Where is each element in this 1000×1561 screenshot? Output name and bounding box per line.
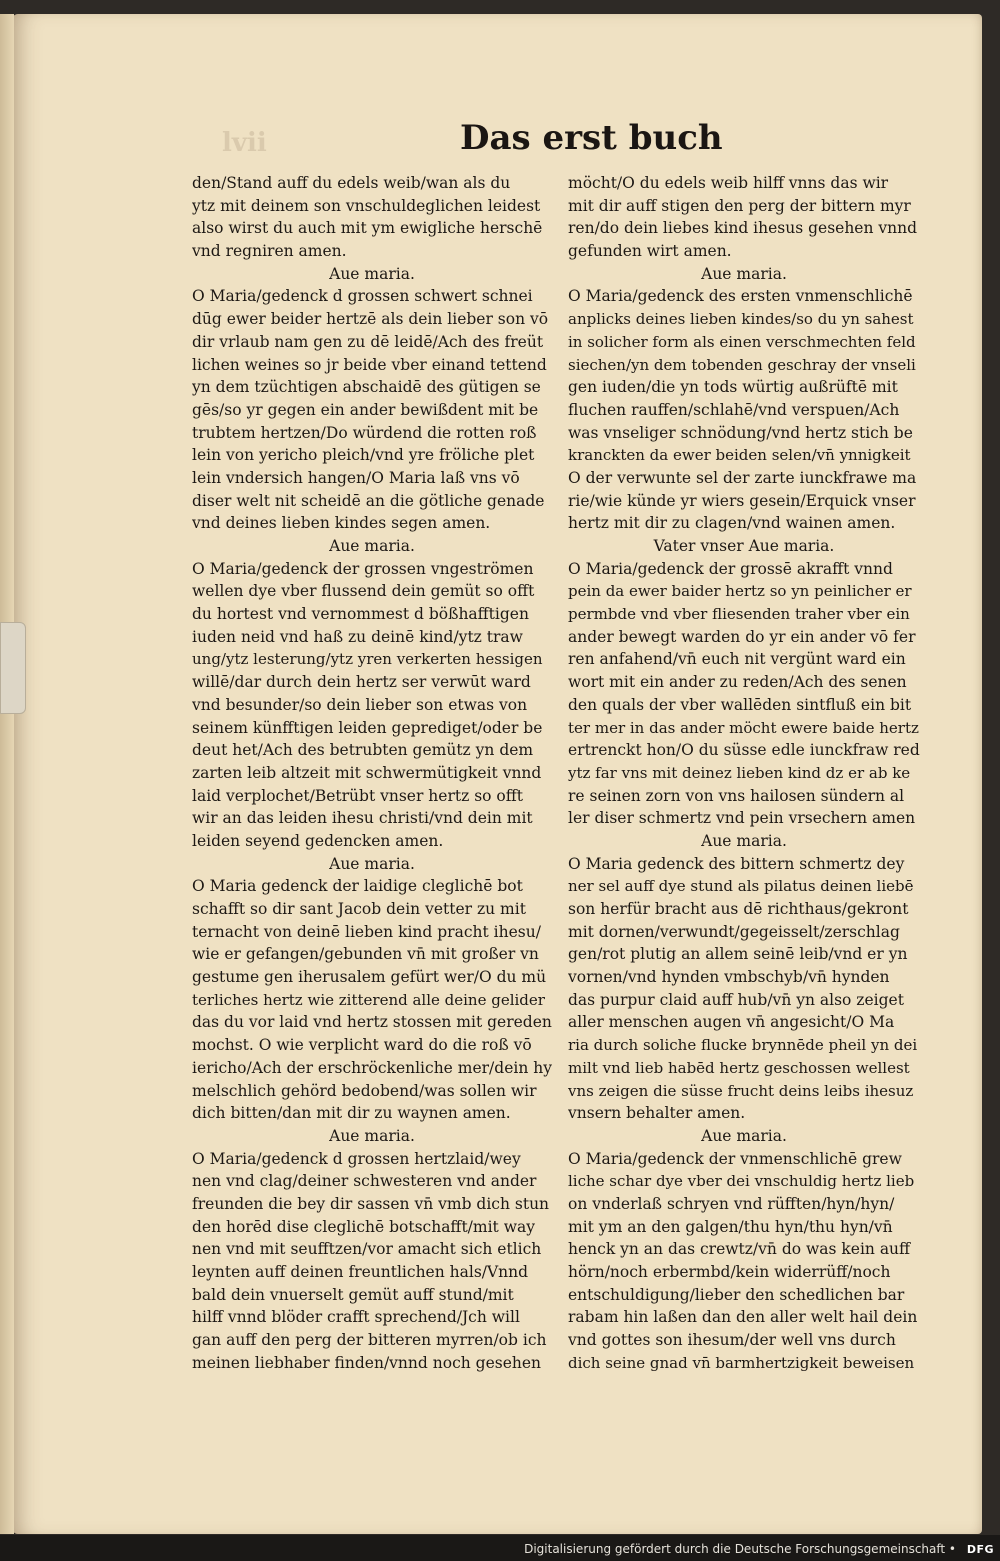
text-line: O der verwunte sel der zarte iunckfrawe ma [568,468,917,487]
text-line: vnd regniren amen. [192,242,347,261]
page-tab-marker [0,622,26,714]
text-line: also wirst du auch mit ym ewigliche herschē [192,219,543,238]
text-line: willē/dar durch dein hertz ser verwūt ward [192,673,531,692]
text-line: rie/wie künde yr wiers gesein/Erquick vnser [568,491,916,510]
text-line: O Maria/gedenck der grossē akrafft vnnd [568,559,893,578]
text-line: leiden seyend gedencken amen. [192,831,444,850]
text-line: diser welt nit scheidē an die götliche genade [192,491,545,510]
text-line: wir an das leiden ihesu christi/vnd dein mit [192,809,533,828]
text-line: leynten auff deinen freuntlichen hals/Vnnd [192,1263,529,1281]
right-text-column [568,172,920,1374]
text-line: liche schar dye vber dei vnschuldig hertz lieb [568,1172,915,1191]
text-line: O Maria/gedenck d grossen schwert schnei [192,287,533,306]
text-line: anplicks deines lieben kindes/so du yn sahest [568,310,914,329]
page-gutter-edge [0,14,14,1534]
text-line: dir vrlaub nam gen zu dē leidē/Ach des freüt [192,332,544,351]
text-line: Aue maria. [329,264,415,283]
text-line: milt vnd lieb habēd hertz geschossen wellest [568,1058,910,1077]
text-line: Vater vnser Aue maria. [653,537,835,555]
text-line: vornen/vnd hynden vmbschyb/vn̄ hynden [568,968,890,987]
text-line: vnsern behalter amen. [568,1104,746,1123]
text-line: den quals der vber wallēden sintfluß ein bit [568,695,912,714]
text-line: re seinen zorn von vns hailosen sündern al [568,786,905,805]
text-line: deut het/Ach des betrubten gemütz yn dem [192,741,534,760]
text-line: gen iuden/die yn tods würtig außrüftē mit [568,378,898,397]
text-line: iericho/Ach der erschröckenliche mer/dein hy [192,1058,552,1077]
dfg-logo: DFG [966,1543,994,1556]
text-line: vnd besunder/so dein lieber son etwas von [192,695,528,714]
text-line: zarten leib altzeit mit schwermütigkeit vnnd [192,763,542,782]
text-line: das du vor laid vnd hertz stossen mit gereden [192,1013,552,1032]
text-line: ung/ytz lesterung/ytz yren verkerten hessigen [192,650,543,669]
text-line: ner sel auff dye stund als pilatus deinen liebē [568,877,914,896]
text-line: ternacht von deinē lieben kind pracht ihesu/ [192,922,541,941]
digitization-footer [0,1535,1000,1561]
text-line: wort mit ein ander zu reden/Ach des senen [568,673,907,692]
text-line: gefunden wirt amen. [568,242,732,261]
text-line: ler diser schmertz vnd pein vrsechern amen [568,809,916,828]
text-line: Aue maria. [701,831,787,850]
text-line: wie er gefangen/gebunden vn̄ mit großer vn [192,945,539,964]
text-line: mit dornen/verwundt/gegeisselt/zerschlag [568,922,900,941]
text-line: du hortest vnd vernommest d bößhafftigen [192,605,529,624]
text-line: O Maria/gedenck d grossen hertzlaid/wey [192,1149,521,1168]
text-line: dūg ewer beider hertzē als dein lieber son vō [192,310,549,329]
text-line: on vnderlaß schryen vnd rüfften/hyn/hyn/ [568,1194,895,1213]
text-line: entschuldigung/lieber den schedlichen bar [568,1285,905,1304]
text-line: was vnseliger schnödung/vnd hertz stich be [568,423,913,442]
text-line: aller menschen augen vn̄ angesicht/O Ma [568,1013,895,1032]
left-text-column [192,172,552,1374]
text-line: gestume gen iherusalem gefürt wer/O du mü [192,968,547,987]
text-line: schafft so dir sant Jacob dein vetter zu mit [192,900,526,918]
text-line: Aue maria. [701,1126,787,1145]
text-line: gēs/so yr gegen ein ander bewißdent mit be [192,400,539,419]
text-line: iuden neid vnd haß zu deinē kind/ytz traw [192,627,523,646]
text-line: wellen dye vber flussend dein gemüt so offt [192,582,535,601]
text-line: ander bewegt warden do yr ein ander vō fer [568,627,916,646]
text-line: mochst. O wie verplicht ward do die roß vō [192,1036,532,1055]
text-line: melschlich gehörd bedobend/was sollen wir [192,1081,537,1100]
text-line: vnd gottes son ihesum/der well vns durch [568,1331,896,1350]
text-line: lichen weines so jr beide vber einand tettend [192,355,547,374]
text-line: nen vnd mit seufftzen/vor amacht sich etlich [192,1240,542,1259]
text-line: O Maria/gedenck des ersten vnmenschlichē [568,287,913,306]
text-line: nen vnd clag/deiner schwesteren vnd ander [192,1172,537,1191]
text-line: O Maria gedenck des bittern schmertz dey [568,854,905,873]
text-line: vns zeigen die süsse frucht deins leibs ihesuz [568,1081,914,1100]
text-line: vnd deines lieben kindes segen amen. [192,514,491,533]
text-line: ertrenckt hon/O du süsse edle iunckfraw red [568,741,920,760]
text-line: O Maria/gedenck der grossen vngeströmen [192,559,534,578]
text-line: kranckten da ewer beiden selen/vn̄ ynnigkeit [568,446,911,465]
text-line: henck yn an das crewtz/vn̄ do was kein auff [568,1240,911,1259]
text-line: dich bitten/dan mit dir zu waynen amen. [192,1104,511,1123]
text-line: O Maria/gedenck der vnmenschlichē grew [568,1149,902,1168]
text-line: ter mer in das ander möcht ewere baide hertz [568,718,919,737]
text-line: hörn/noch erbermbd/kein widerrüff/noch [568,1263,891,1281]
text-line: den horēd dise cleglichē botschafft/mit way [192,1217,535,1236]
text-line: O Maria gedenck der laidige cleglichē bot [192,877,523,896]
text-line: permbde vnd vber fliesenden traher vber ein [568,605,910,624]
running-head: Das erst buch [460,118,723,158]
text-line: ren/do dein liebes kind ihesus gesehen vnnd [568,219,918,238]
text-line: Aue maria. [701,264,787,283]
text-line: ytz far vns mit deinez lieben kind dz er ab ke [568,763,911,782]
text-line: rabam hin laßen dan den aller welt hail dein [568,1308,918,1327]
text-line: siechen/yn dem tobenden geschray der vnseli [568,355,916,374]
text-line: ytz mit deinem son vnschuldeglichen leidest [192,196,541,215]
text-line: pein da ewer baider hertz so yn peinlicher er [568,582,912,601]
text-line: meinen liebhaber finden/vnnd noch gesehen [192,1353,542,1372]
text-line: lein vndersich hangen/O Maria laß vns vō [192,468,520,487]
text-line: das purpur claid auff hub/vn̄ yn also zeiget [568,990,904,1009]
text-line: Aue maria. [329,537,415,555]
text-line: fluchen rauffen/schlahē/vnd verspuen/Ach [568,400,900,419]
text-line: hertz mit dir zu clagen/vnd wainen amen. [568,514,896,533]
text-line: gan auff den perg der bitteren myrren/ob ich [192,1331,547,1350]
text-line: Aue maria. [329,854,415,873]
text-line: yn dem tzüchtigen abschaidē des gütigen se [192,378,541,397]
text-line: ren anfahend/vn̄ euch nit vergünt ward ein [568,650,906,669]
text-line: mit dir auff stigen den perg der bittern myr [568,196,911,215]
text-line: laid verplochet/Betrübt vnser hertz so offt [192,786,523,805]
funding-credit: Digitalisierung gefördert durch die Deutsche Forschungsgemeinschaft • [524,1542,956,1556]
text-line: son herfür bracht aus dē richthaus/gekront [568,900,909,918]
text-line: mit ym an den galgen/thu hyn/thu hyn/vn̄ [568,1217,893,1236]
text-line: gen/rot plutig an allem seinē leib/vnd er yn [568,945,908,964]
text-line: trubtem hertzen/Do würdend die rotten roß [192,423,537,442]
show-through-folio: lvii [222,128,267,158]
text-line: terliches hertz wie zitterend alle deine gelider [192,990,545,1009]
text-line: dich seine gnad vn̄ barmhertzigkeit beweisen [568,1353,915,1372]
text-line: hilff vnnd blöder crafft sprechend/Jch will [192,1308,520,1327]
text-line: Aue maria. [329,1126,415,1145]
text-line: freunden die bey dir sassen vn̄ vmb dich stun [192,1194,550,1213]
text-line: seinem künfftigen leiden geprediget/oder be [192,718,543,737]
text-line: bald dein vnuerselt gemüt auff stund/mit [192,1285,514,1304]
text-line: möcht/O du edels weib hilff vnns das wir [568,174,889,192]
text-line: lein von yericho pleich/vnd yre fröliche plet [192,446,535,465]
text-line: den/Stand auff du edels weib/wan als du [192,174,511,192]
text-line: ria durch soliche flucke brynnēde pheil yn dei [568,1036,918,1055]
text-line: in solicher form als einen verschmechten feld [568,332,916,351]
